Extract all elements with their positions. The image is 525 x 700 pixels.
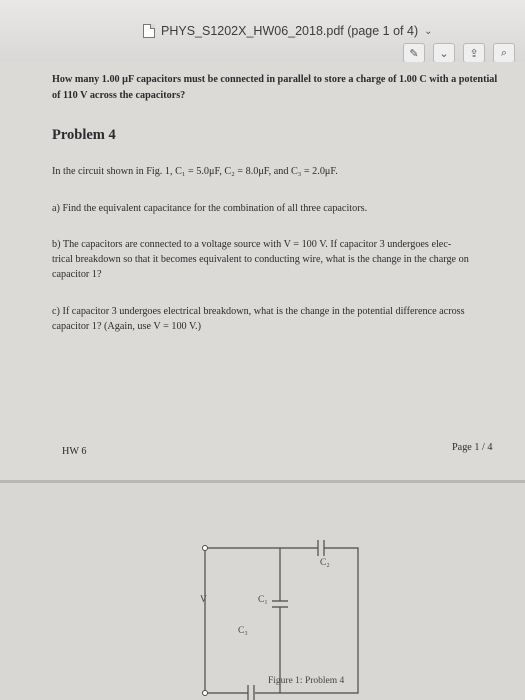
part-b-line-3: capacitor 1?	[52, 269, 102, 280]
footer-right: Page 1 / 4	[452, 442, 493, 453]
part-b-line-2: trical breakdown so that it becomes equivalent to conducting wire, what is the change in the charge on	[52, 254, 469, 265]
footer-left: HW 6	[62, 446, 87, 457]
toolbar	[403, 43, 515, 63]
pdf-page-2	[0, 483, 525, 700]
label-c2: C₂	[320, 558, 330, 568]
share-icon[interactable]: ⇪	[463, 43, 485, 63]
terminal-bottom	[203, 691, 208, 696]
capacitor-c2-plates	[318, 540, 324, 556]
terminal-top	[203, 546, 208, 551]
capacitor-c1-plates	[272, 601, 288, 607]
figure-caption: Figure 1: Problem 4	[268, 676, 345, 686]
part-a: a) Find the equivalent capacitance for the combination of all three capacitors.	[52, 203, 368, 214]
window-title-text: PHYS_S1202X_HW06_2018.pdf (page 1 of 4)	[161, 24, 419, 38]
circuit-diagram	[0, 483, 525, 700]
intro-line-1: How many 1.00 μF capacitors must be connected in parallel to store a charge of 1.00 C with a potential	[52, 74, 498, 85]
left-wire	[205, 548, 248, 693]
search-icon[interactable]: ⌕	[493, 43, 515, 63]
capacitor-c3-plates	[248, 685, 254, 700]
top-wire-right	[255, 548, 358, 693]
part-b-line-1: b) The capacitors are connected to a voltage source with V = 100 V. If capacitor 3 undergoes elec-	[52, 239, 452, 250]
problem-heading: Problem 4	[52, 127, 116, 143]
pen-icon[interactable]: ✎	[403, 43, 425, 63]
part-c-line-1: c) If capacitor 3 undergoes electrical breakdown, what is the change in the potential difference across	[52, 306, 465, 317]
window-titlebar	[0, 0, 525, 62]
intro-line-2: of 110 V across the capacitors?	[52, 90, 186, 101]
part-c-line-2: capacitor 1? (Again, use V = 100 V.)	[52, 321, 201, 332]
chevron-down-icon[interactable]: ⌄	[424, 25, 433, 37]
pdf-document-icon	[143, 24, 155, 38]
window-title	[143, 24, 433, 38]
pdf-page-1	[0, 62, 525, 480]
dropdown-icon[interactable]: ⌄	[433, 43, 455, 63]
label-v: V	[200, 595, 207, 605]
label-c3: C₃	[238, 626, 248, 636]
label-c1: C₁	[258, 595, 268, 605]
problem-statement: In the circuit shown in Fig. 1, C₁ = 5.0μF, C₂ = 8.0μF, and C₃ = 2.0μF.	[52, 166, 338, 177]
